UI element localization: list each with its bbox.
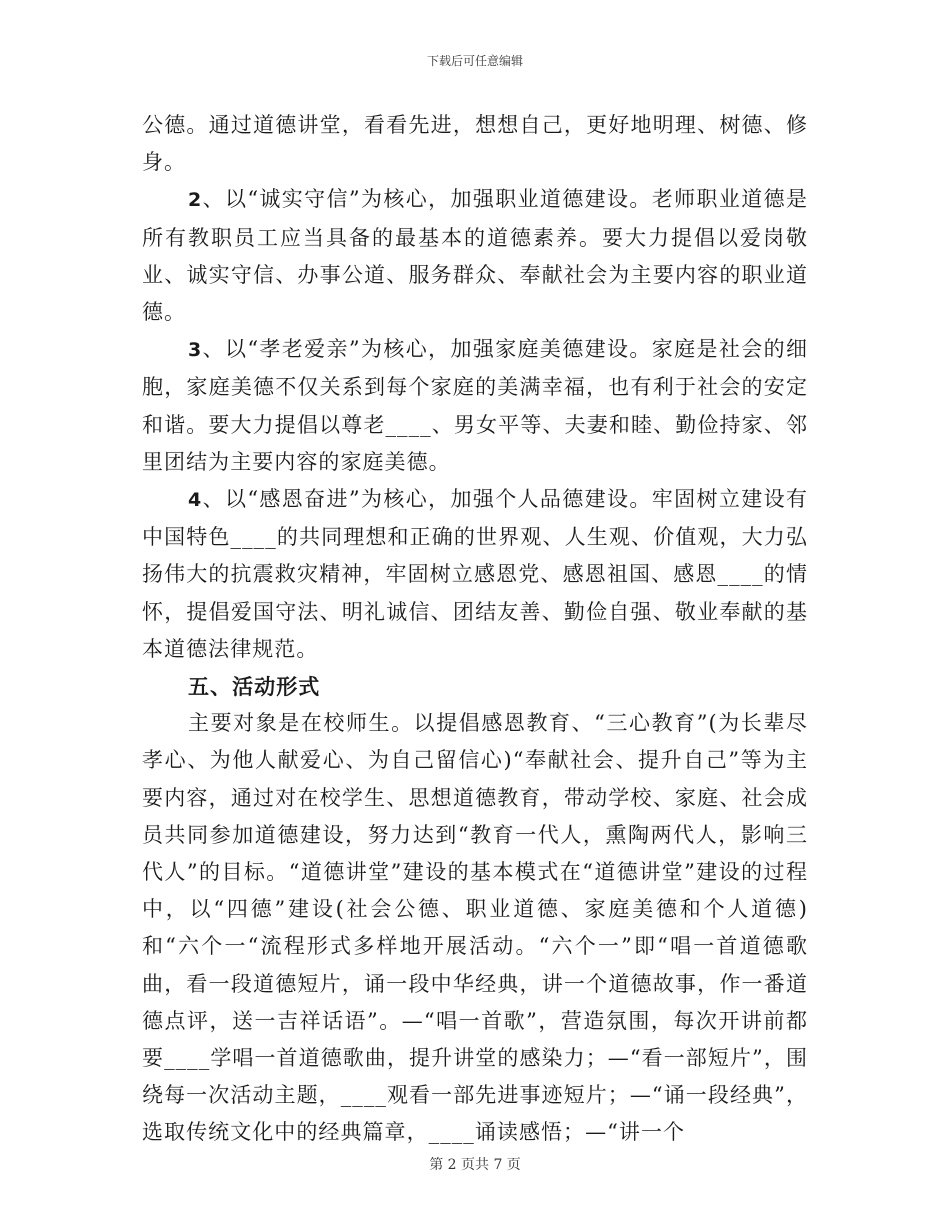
section-paragraph: 主要对象是在校师生。以提倡感恩教育、“三心教育”(为长辈尽孝心、为他人献爱心、为自己留信心)“奉献社会、提升自己”等为主要内容，通过对在校学生、思想道德教育，带动学校、家庭、社会成员共同参加道德建设，努力达到“教育一代人，熏陶两代人，影响三代人”的目标。“道德讲堂”建设的基本模式在“道德讲堂”建设的过程中，以“四德”建设(社会公德、职业道德、家庭美德和个人道德)和“六个一“流程形式多样地开展活动。“六个一”即“唱一首道德歌曲，看一段道德短片，诵一段中华经典，讲一个道德故事，作一番道德点评，送一吉祥话语”。—“唱一首歌”，营造氛围，每次开讲前都要____学唱一首道德歌曲，提升讲堂的感染力；—“看一部短片”，围绕每一次活动主题，____观看一部先进事迹短片；—“诵一段经典”，选取传统文化中的经典篇章，____诵读感悟；—“讲一个 <box>142 711 808 1145</box>
paragraph-continuation: 公德。通过道德讲堂，看看先进，想想自己，更好地明理、树德、修身。 <box>142 113 808 175</box>
item-number: 4 <box>188 489 203 512</box>
paragraph-item-2 <box>142 181 808 331</box>
paragraph-text: 、以“孝老爱亲”为核心，加强家庭美德建设。家庭是社会的细胞，家庭美德不仅关系到每个家庭的美满幸福，也有利于社会的安定和谐。要大力提倡以尊老____、男女平等、夫妻和睦、勤俭持家、邻里团结为主要内容的家庭美德。 <box>142 337 808 474</box>
page-header: 下载后可任意编辑 <box>426 54 523 68</box>
paragraph-item-4 <box>142 481 808 668</box>
paragraph-text: 、以“诚实守信”为核心，加强职业道德建设。老师职业道德是所有教职员工应当具备的最基本的道德素养。要大力提倡以爱岗敬业、诚实守信、办事公道、服务群众、奉献社会为主要内容的职业道德。 <box>142 187 808 325</box>
item-number: 3 <box>188 339 203 362</box>
section-heading: 五、活动形式 <box>188 674 321 700</box>
paragraph-text: 、以“感恩奋进”为核心，加强个人品德建设。牢固树立建设有中国特色____的共同理想和正确的世界观、人生观、价值观，大力弘扬伟大的抗震救灾精神，牢固树立感恩党、感恩祖国、感恩____的情怀，提倡爱国守法、明礼诚信、团结友善、勤俭自强、敬业奉献的基本道德法律规范。 <box>142 487 808 661</box>
paragraph-item-3 <box>142 331 808 481</box>
item-number: 2 <box>188 189 203 212</box>
document-body <box>142 107 808 1152</box>
page-footer: 第 2 页共 7 页 <box>429 1157 521 1173</box>
